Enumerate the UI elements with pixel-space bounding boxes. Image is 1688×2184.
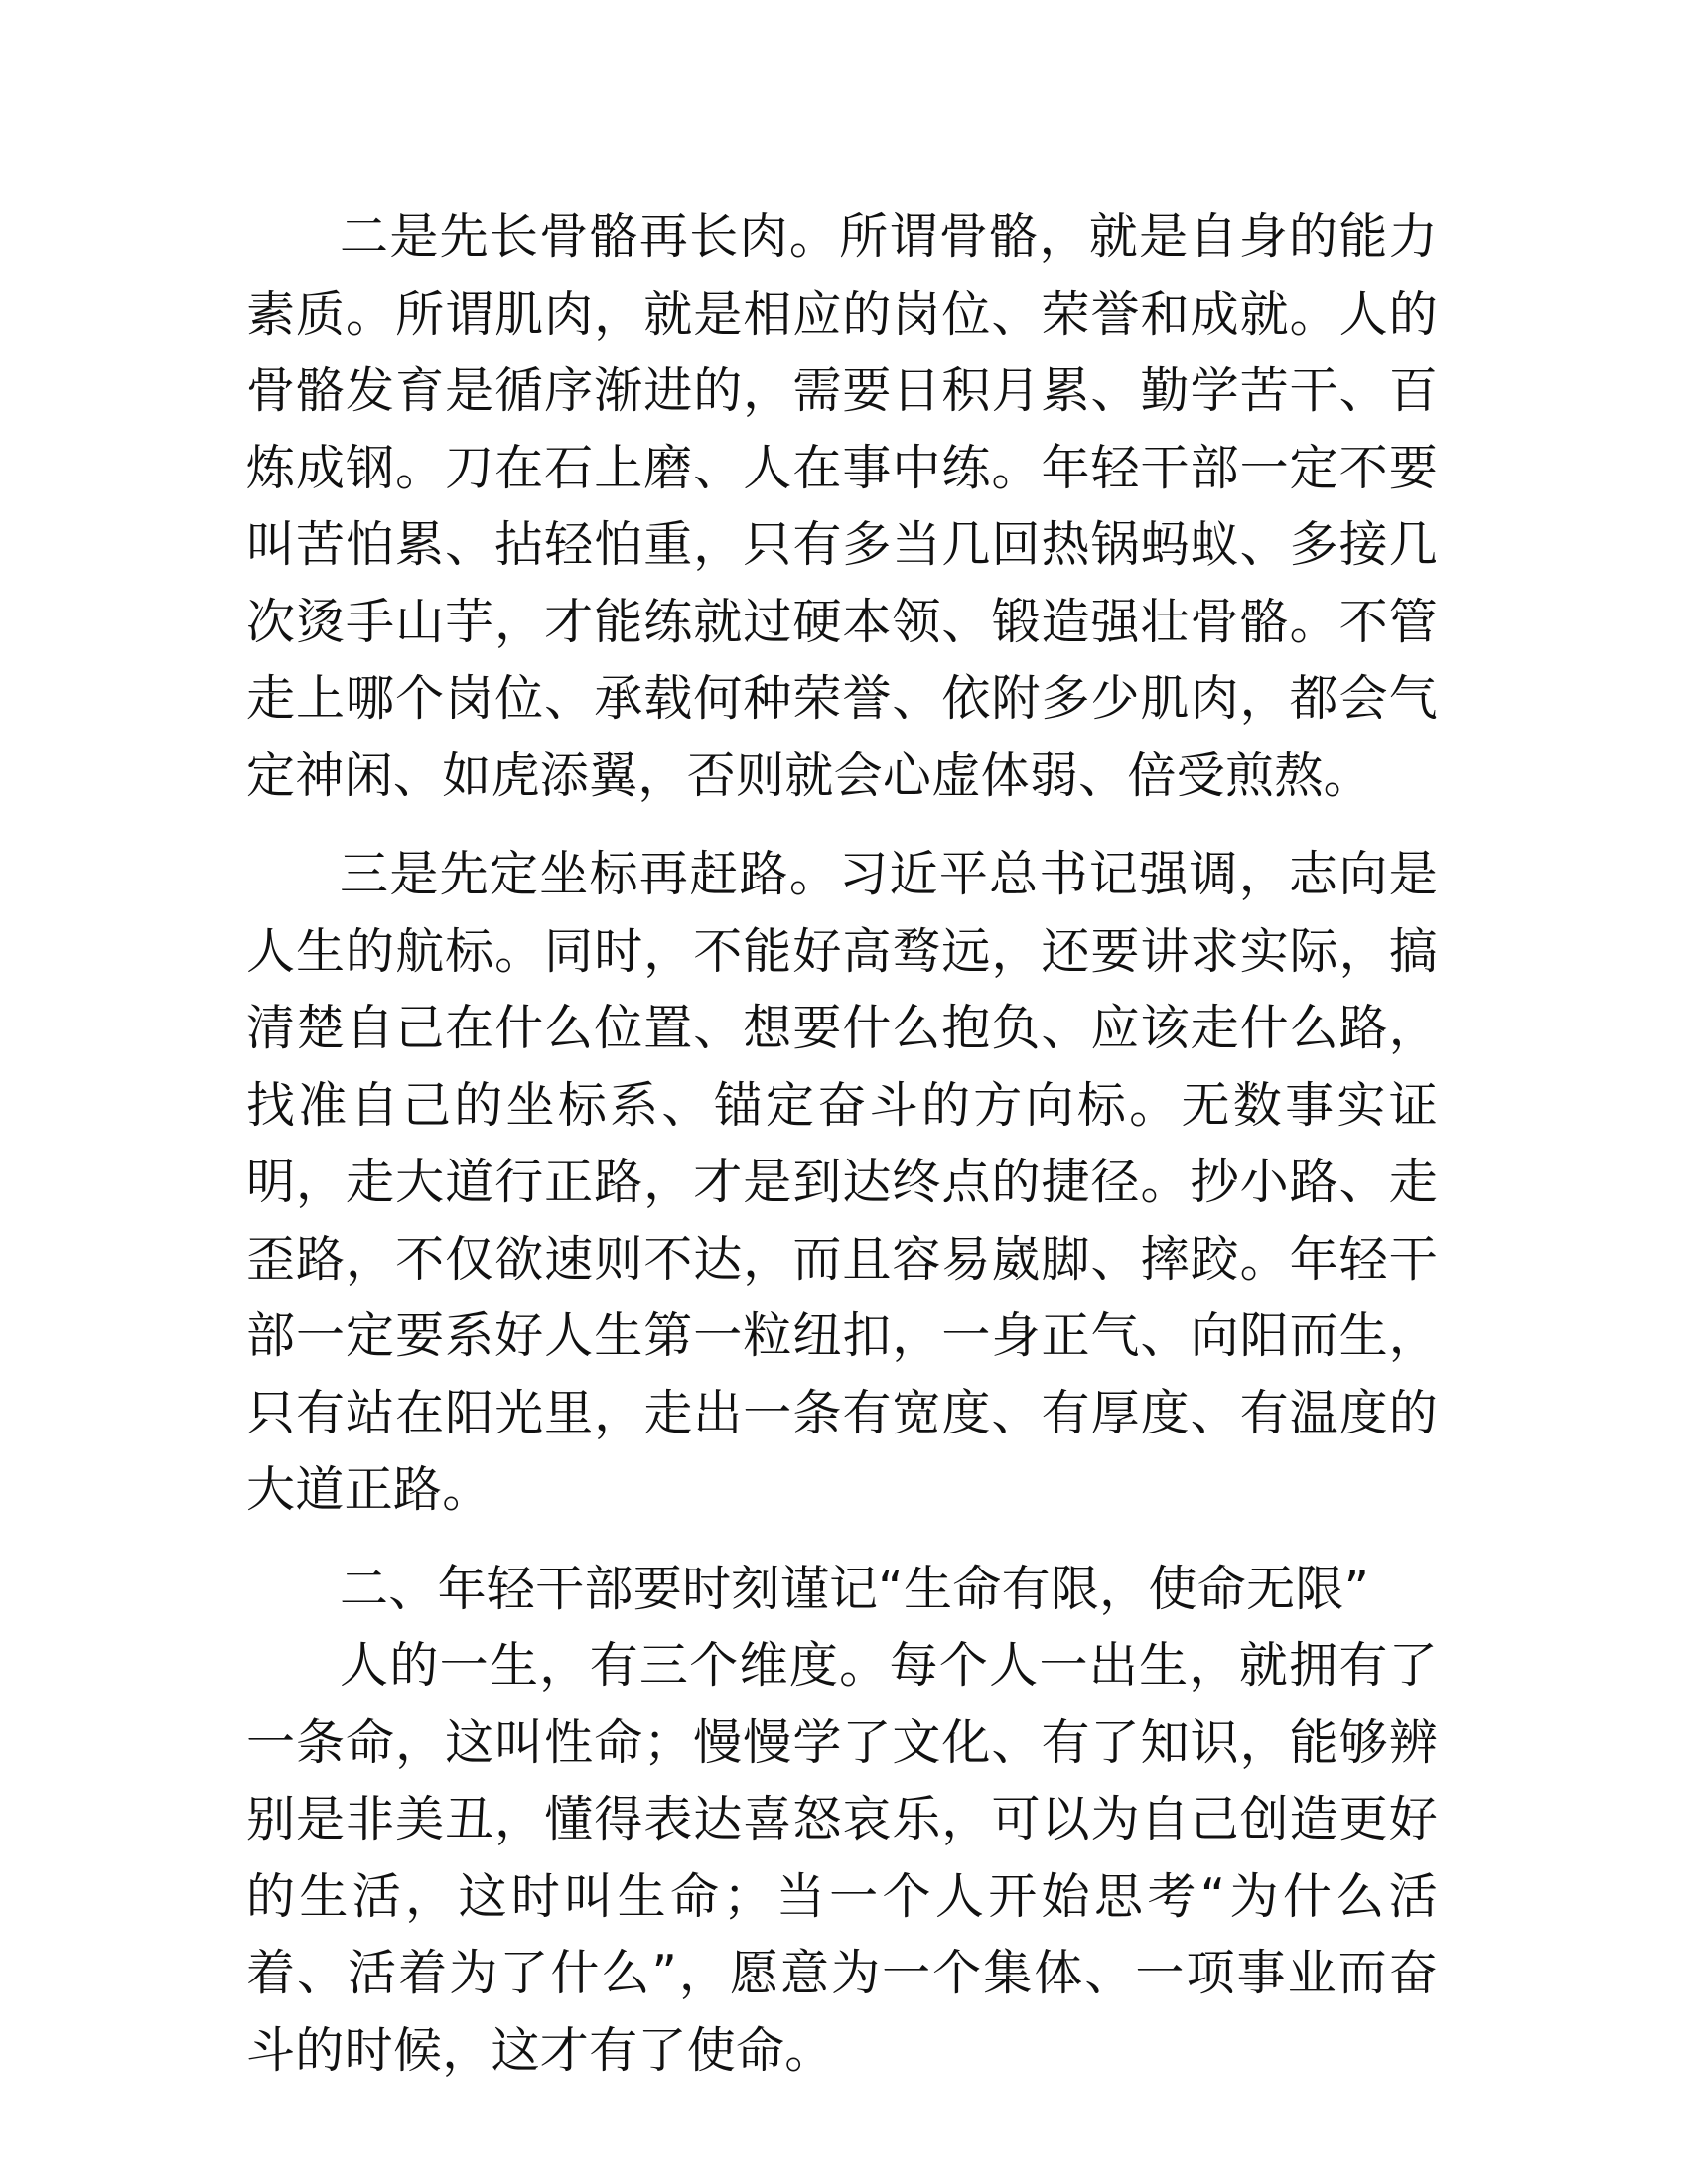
document-page — [246, 199, 1438, 2111]
paragraph-three-dimensions-of-life: 人的一生，有三个维度。每个人一出生，就拥有了一条命，这叫性命；慢慢学了文化、有了知识，能够辨别是非美丑，懂得表达喜怒哀乐，可以为自己创造更好的生活，这时叫生命；当一个人开始思考“为什么活着、活着为了什么”，愿意为一个集体、一项事业而奋斗的时候，这才有了使命。 — [246, 1637, 1438, 2079]
paragraph-bones-before-muscle: 二是先长骨骼再长肉。所谓骨骼，就是自身的能力素质。所谓肌肉，就是相应的岗位、荣誉和成就。人的骨骼发育是循序渐进的，需要日积月累、勤学苦干、百炼成钢。刀在石上磨、人在事中练。年轻干部一定不要叫苦怕累、拈轻怕重，只有多当几回热锅蚂蚁、多接几次烫手山芋，才能练就过硬本领、锻造强壮骨骼。不管走上哪个岗位、承载何种荣誉、依附多少肌肉，都会气定神闲、如虎添翼，否则就会心虚体弱、倍受煎熬。 — [246, 208, 1438, 804]
section-heading: 二、年轻干部要时刻谨记“生命有限，使命无限” — [340, 1560, 1370, 1617]
paragraph-coordinates-before-road: 三是先定坐标再赶路。习近平总书记强调，志向是人生的航标。同时，不能好高骛远，还要讲求实际，搞清楚自己在什么位置、想要什么抱负、应该走什么路，找准自己的坐标系、锚定奋斗的方向标。无数事实证明，走大道行正路，才是到达终点的捷径。抄小路、走歪路，不仅欲速则不达，而且容易崴脚、摔跤。年轻干部一定要系好人生第一粒纽扣，一身正气、向阳而生，只有站在阳光里，走出一条有宽度、有厚度、有温度的大道正路。 — [246, 846, 1438, 1518]
